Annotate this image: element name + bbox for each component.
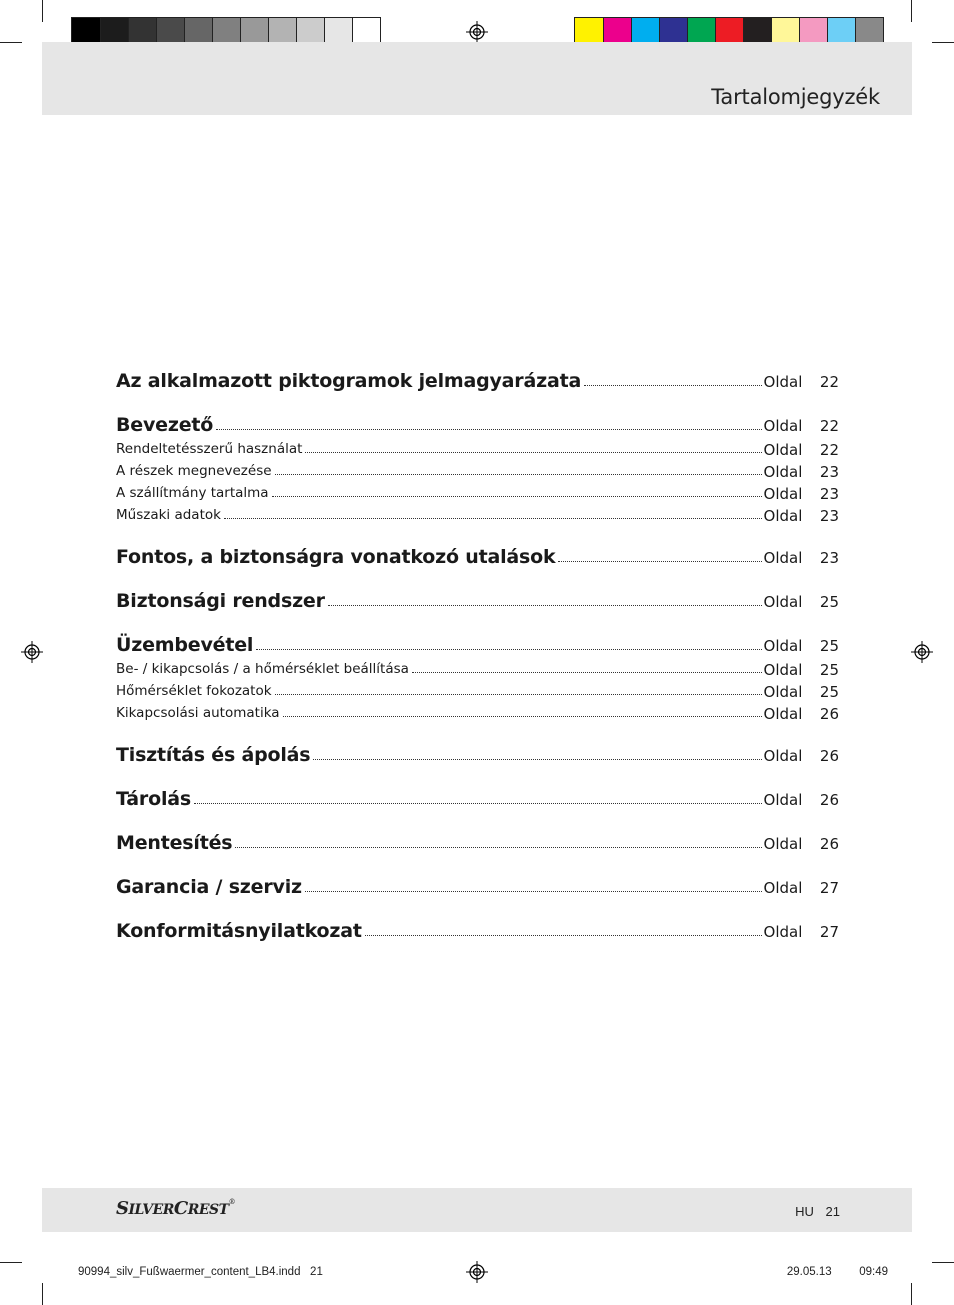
toc-entry-title: Az alkalmazott piktogramok jelmagyarázata bbox=[116, 370, 582, 392]
toc-entry-page: Oldal 23 bbox=[763, 463, 839, 481]
toc-entry-page: Oldal 25 bbox=[763, 637, 839, 655]
dot-leader bbox=[275, 474, 762, 475]
crop-mark bbox=[911, 0, 912, 22]
toc-subsection-entry bbox=[116, 658, 839, 680]
registration-mark-icon bbox=[21, 641, 43, 663]
slug-file-info: 90994_silv_Fußwaermer_content_LB4.indd 21 bbox=[78, 1266, 323, 1278]
toc-entry-page: Oldal 22 bbox=[763, 373, 839, 391]
toc-subsection-entry bbox=[116, 460, 839, 482]
toc-entry-title: Garancia / szerviz bbox=[116, 876, 302, 898]
toc-subsection-entry bbox=[116, 482, 839, 504]
toc-section-entry bbox=[116, 916, 839, 944]
toc-subsection-entry bbox=[116, 680, 839, 702]
toc-section-entry bbox=[116, 366, 839, 394]
dot-leader bbox=[412, 672, 762, 673]
toc-entry-title: Kikapcsolási automatika bbox=[116, 705, 280, 721]
toc-entry-title: Bevezető bbox=[116, 414, 214, 436]
toc-entry-page: Oldal 23 bbox=[763, 507, 839, 525]
toc-entry-page: Oldal 26 bbox=[763, 747, 839, 765]
toc-entry-title: Üzembevétel bbox=[116, 634, 254, 656]
dot-leader bbox=[313, 759, 761, 760]
toc-entry-page: Oldal 26 bbox=[763, 705, 839, 723]
dot-leader bbox=[305, 891, 762, 892]
toc-entry-title: Tárolás bbox=[116, 788, 191, 810]
dot-leader bbox=[365, 935, 762, 936]
slug-date-info: 29.05.13 09:49 bbox=[786, 1266, 888, 1278]
dot-leader bbox=[216, 429, 761, 430]
toc-entry-page: Oldal 22 bbox=[763, 417, 839, 435]
toc-entry-title: Fontos, a biztonságra vonatkozó utalások bbox=[116, 546, 556, 568]
toc-entry-title: A részek megnevezése bbox=[116, 463, 272, 479]
toc-section-entry bbox=[116, 630, 839, 658]
toc-entry-page: Oldal 23 bbox=[763, 485, 839, 503]
toc-entry-title: Be- / kikapcsolás / a hőmérséklet beállítása bbox=[116, 661, 409, 677]
dot-leader bbox=[235, 847, 761, 848]
dot-leader bbox=[584, 385, 761, 386]
toc-entry-title: Műszaki adatok bbox=[116, 507, 221, 523]
dot-leader bbox=[328, 605, 762, 606]
toc-entry-title: Rendeltetésszerű használat bbox=[116, 441, 303, 457]
toc-entry-page: Oldal 26 bbox=[763, 835, 839, 853]
brand-logo: SILVERCREST® bbox=[116, 1198, 236, 1219]
registration-mark-icon bbox=[466, 21, 488, 43]
table-of-contents bbox=[116, 366, 839, 944]
toc-entry-title: Hőmérséklet fokozatok bbox=[116, 683, 272, 699]
page-number: 21 bbox=[825, 1204, 840, 1219]
crop-mark bbox=[911, 1283, 912, 1305]
toc-entry-title: Konformitásnyilatkozat bbox=[116, 920, 362, 942]
toc-subsection-entry bbox=[116, 438, 839, 460]
toc-entry-page: Oldal 23 bbox=[763, 549, 839, 567]
page-title: Tartalomjegyzék bbox=[711, 85, 880, 109]
toc-subsection-entry bbox=[116, 702, 839, 724]
toc-section-entry bbox=[116, 784, 839, 812]
toc-entry-page: Oldal 27 bbox=[763, 879, 839, 897]
toc-section-entry bbox=[116, 828, 839, 856]
toc-subsection-entry bbox=[116, 504, 839, 526]
dot-leader bbox=[558, 561, 761, 562]
crop-mark bbox=[932, 42, 954, 43]
crop-mark bbox=[42, 1283, 43, 1305]
toc-section-entry bbox=[116, 740, 839, 768]
crop-mark bbox=[0, 1262, 22, 1263]
toc-section-entry bbox=[116, 542, 839, 570]
crop-mark bbox=[0, 42, 22, 43]
crop-mark bbox=[42, 0, 43, 22]
toc-entry-title: A szállítmány tartalma bbox=[116, 485, 269, 501]
dot-leader bbox=[283, 716, 762, 717]
dot-leader bbox=[275, 694, 762, 695]
toc-entry-page: Oldal 27 bbox=[763, 923, 839, 941]
toc-section-entry bbox=[116, 410, 839, 438]
dot-leader bbox=[256, 649, 761, 650]
toc-entry-title: Biztonsági rendszer bbox=[116, 590, 325, 612]
toc-entry-page: Oldal 22 bbox=[763, 441, 839, 459]
footer-page-info bbox=[795, 1204, 840, 1219]
crop-mark bbox=[932, 1262, 954, 1263]
dot-leader bbox=[224, 518, 762, 519]
toc-entry-page: Oldal 25 bbox=[763, 661, 839, 679]
registration-mark-icon bbox=[911, 641, 933, 663]
dot-leader bbox=[272, 496, 762, 497]
toc-section-entry bbox=[116, 872, 839, 900]
dot-leader bbox=[305, 452, 761, 453]
language-code: HU bbox=[795, 1204, 814, 1219]
registration-mark-icon bbox=[466, 1261, 488, 1283]
toc-entry-page: Oldal 26 bbox=[763, 791, 839, 809]
toc-entry-title: Mentesítés bbox=[116, 832, 233, 854]
toc-entry-page: Oldal 25 bbox=[763, 683, 839, 701]
dot-leader bbox=[194, 803, 762, 804]
toc-entry-page: Oldal 25 bbox=[763, 593, 839, 611]
toc-entry-title: Tisztítás és ápolás bbox=[116, 744, 311, 766]
toc-section-entry bbox=[116, 586, 839, 614]
